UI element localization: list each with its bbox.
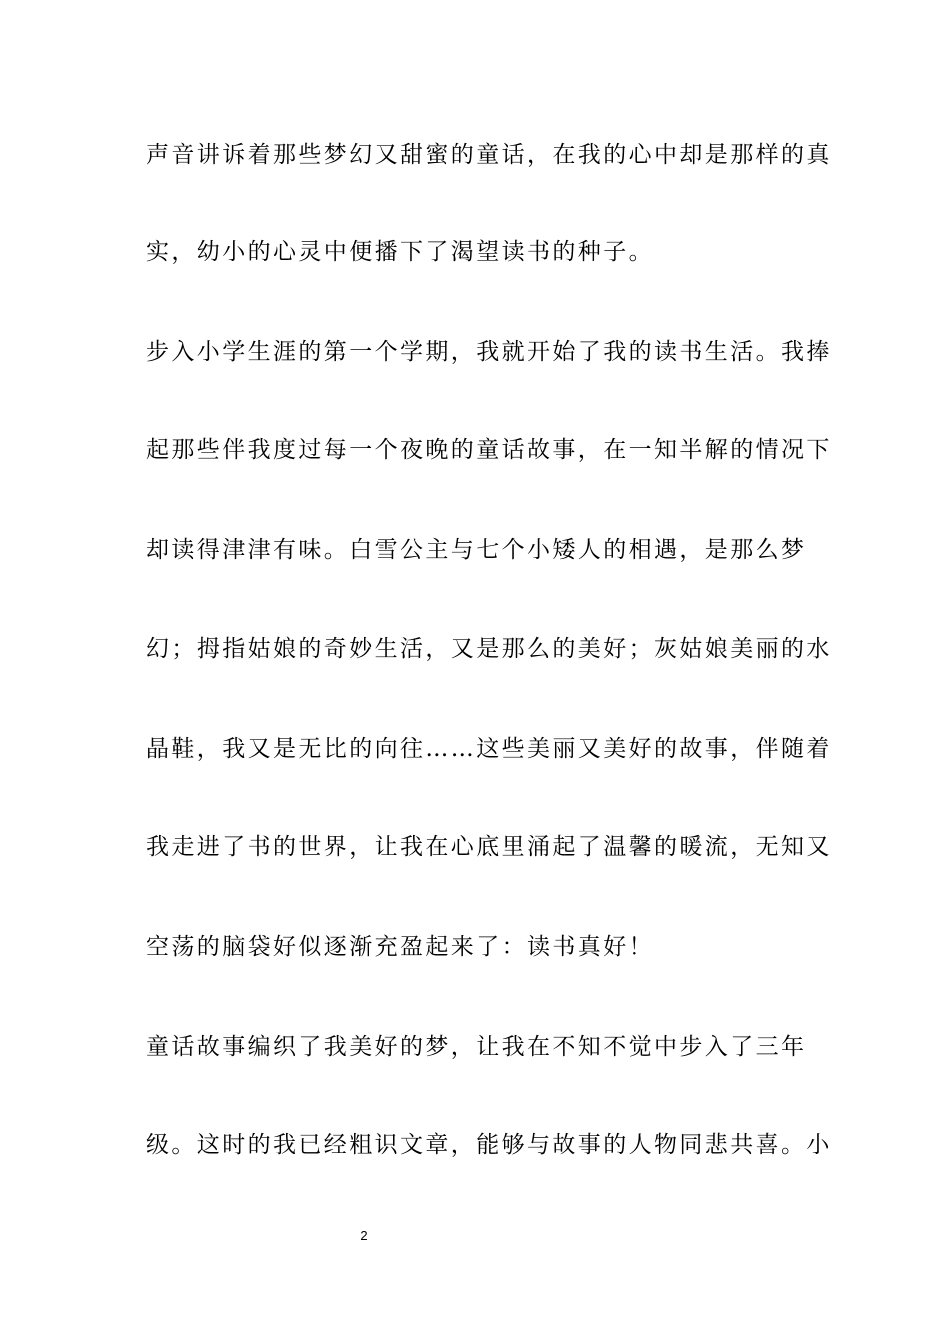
text-line-1: 声音讲诉着那些梦幻又甜蜜的童话，在我的心中却是那样的真 bbox=[146, 142, 832, 168]
text-line-5: 却读得津津有味。白雪公主与七个小矮人的相遇，是那么梦 bbox=[146, 537, 807, 563]
text-line-6: 幻；拇指姑娘的奇妙生活，又是那么的美好；灰姑娘美丽的水 bbox=[146, 636, 832, 662]
text-line-2: 实，幼小的心灵中便播下了渴望读书的种子。 bbox=[146, 239, 654, 265]
text-line-9: 空荡的脑袋好似逐渐充盈起来了：读书真好！ bbox=[146, 934, 654, 960]
text-line-3: 步入小学生涯的第一个学期，我就开始了我的读书生活。我捧 bbox=[146, 339, 832, 365]
text-line-10: 童话故事编织了我美好的梦，让我在不知不觉中步入了三年 bbox=[146, 1034, 807, 1060]
text-line-11: 级。这时的我已经粗识文章，能够与故事的人物同悲共喜。小 bbox=[146, 1132, 832, 1158]
page-number: 2 bbox=[360, 1228, 368, 1243]
text-line-4: 起那些伴我度过每一个夜晚的童话故事，在一知半解的情况下 bbox=[146, 437, 832, 463]
text-line-8: 我走进了书的世界，让我在心底里涌起了温馨的暖流，无知又 bbox=[146, 834, 832, 860]
text-line-7: 晶鞋，我又是无比的向往……这些美丽又美好的故事，伴随着 bbox=[146, 736, 832, 762]
